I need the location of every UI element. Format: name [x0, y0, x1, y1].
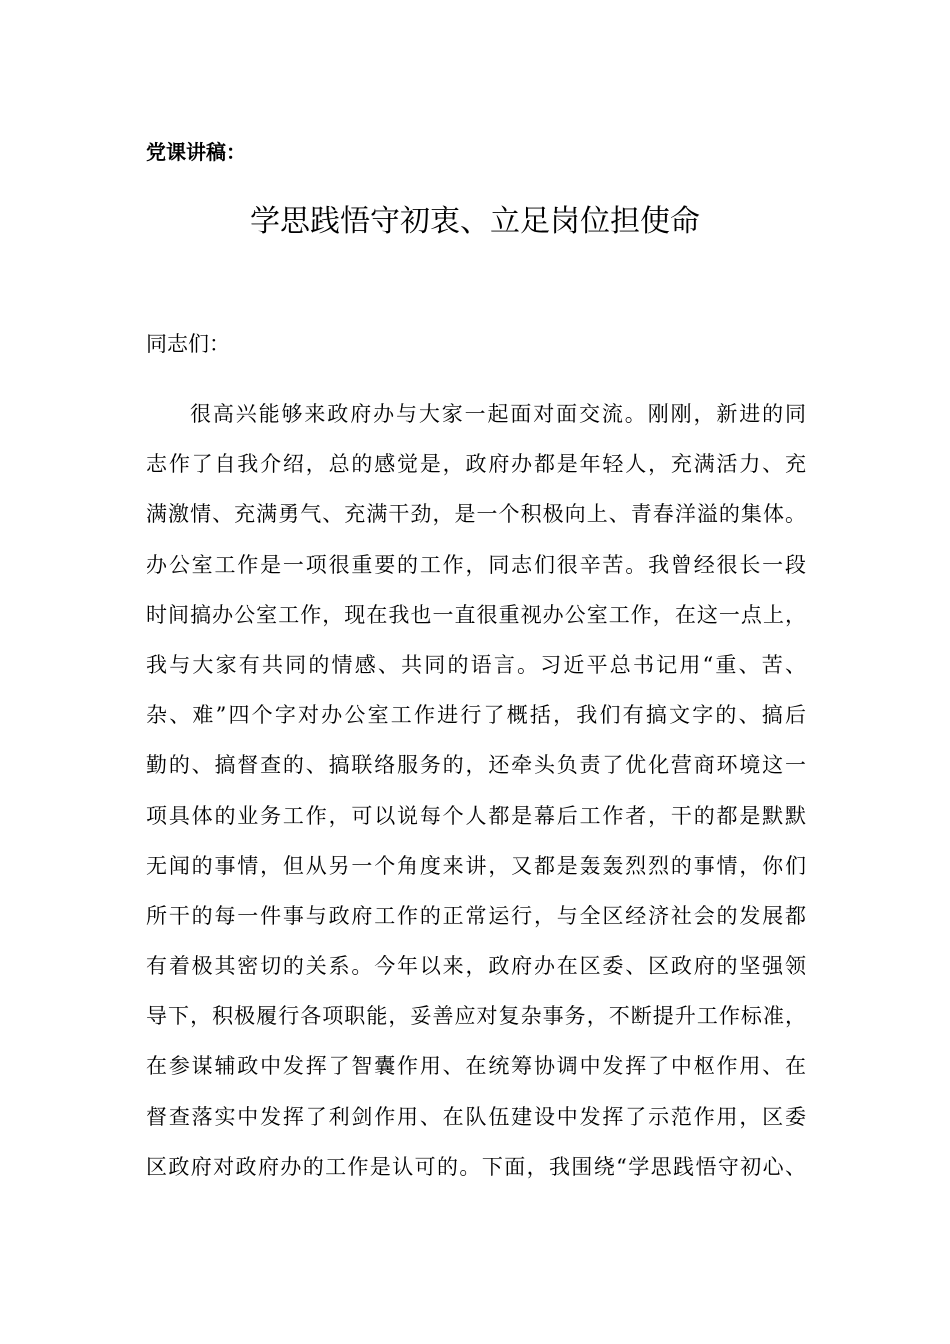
body-line: 办公室工作是一项很重要的工作，同志们很辛苦。我曾经很长一段: [146, 552, 806, 577]
body-line: 区政府对政府办的工作是认可的。下面，我围绕“学思践悟守初心、: [146, 1154, 806, 1179]
body-line: 无闻的事情，但从另一个角度来讲，又都是轰轰烈烈的事情，你们: [146, 853, 806, 878]
body-line: 所干的每一件事与政府工作的正常运行，与全区经济社会的发展都: [146, 903, 806, 928]
body-line: 督查落实中发挥了利剑作用、在队伍建设中发挥了示范作用，区委: [146, 1104, 806, 1129]
body-line: 导下，积极履行各项职能，妥善应对复杂事务，不断提升工作标准，: [146, 1004, 806, 1029]
body-line: 我与大家有共同的情感、共同的语言。习近平总书记用“重、苦、: [146, 652, 806, 677]
body-line: 有着极其密切的关系。今年以来，政府办在区委、区政府的坚强领: [146, 954, 806, 979]
body-line: 时间搞办公室工作，现在我也一直很重视办公室工作，在这一点上，: [146, 602, 806, 627]
document-label: 党课讲稿：: [146, 140, 246, 164]
body-line: 很高兴能够来政府办与大家一起面对面交流。刚刚，新进的同: [190, 402, 806, 426]
body-line: 志作了自我介绍，总的感觉是，政府办都是年轻人，充满活力、充: [146, 452, 806, 477]
body-line: 杂、难”四个字对办公室工作进行了概括，我们有搞文字的、搞后: [146, 703, 806, 728]
document-title: 学思践悟守初衷、立足岗位担使命: [250, 204, 700, 239]
body-line: 项具体的业务工作，可以说每个人都是幕后工作者，干的都是默默: [146, 803, 806, 828]
body-line: 勤的、搞督查的、搞联络服务的，还牵头负责了优化营商环境这一: [146, 753, 806, 778]
body-line: 满激情、充满勇气、充满干劲，是一个积极向上、青春洋溢的集体。: [146, 502, 806, 527]
body-line: 在参谋辅政中发挥了智囊作用、在统筹协调中发挥了中枢作用、在: [146, 1054, 806, 1079]
salutation: 同志们：: [146, 332, 230, 356]
body-paragraph: [146, 400, 806, 1203]
